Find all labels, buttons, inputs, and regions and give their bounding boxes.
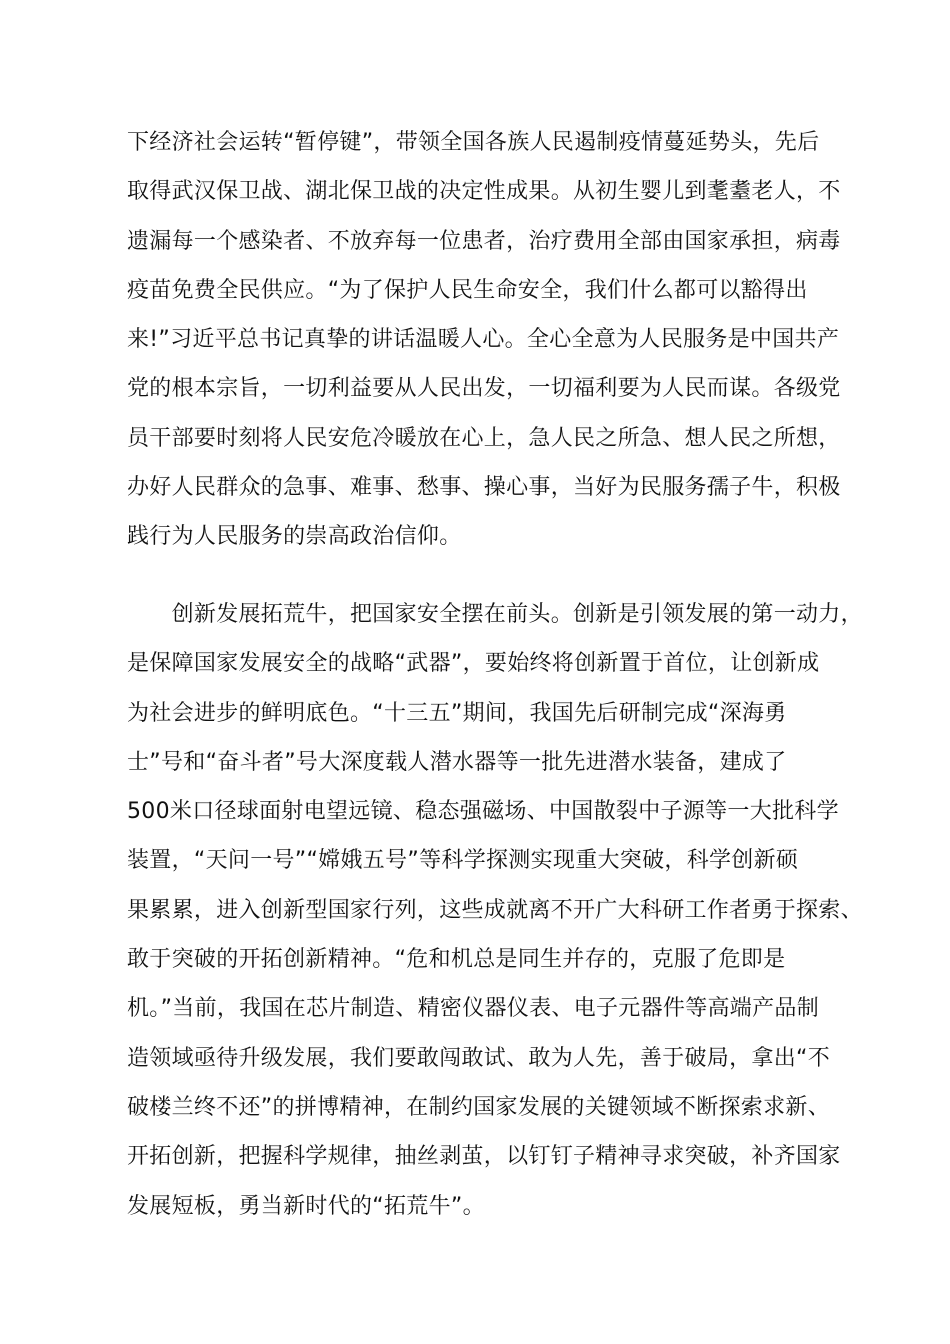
text-line: 是保障国家发展安全的战略“武器”，要始终将创新置于首位，让创新成 — [127, 651, 820, 677]
paragraph-innovation — [127, 590, 867, 1231]
text-line: 装置，“天问一号”“嫦娥五号”等科学探测实现重大突破，科学创新硕 — [127, 848, 799, 874]
text-line: 来!”习近平总书记真挚的讲话温暖人心。全心全意为人民服务是中国共产 — [127, 327, 840, 353]
text-line: 取得武汉保卫战、湖北保卫战的决定性成果。从初生婴儿到耄耋老人，不 — [127, 179, 841, 205]
text-line: 创新发展拓荒牛，把国家安全摆在前头。创新是引领发展的第一动力， — [127, 602, 863, 627]
text-line: 下经济社会运转“暂停键”，带领全国各族人民遏制疫情蔓延势头，先后 — [127, 130, 820, 155]
paragraph-people-service — [127, 118, 867, 562]
text-line: 践行为人民服务的崇高政治信仰。 — [127, 524, 462, 550]
text-line: 遗漏每一个感染者、不放弃每一位患者，治疗费用全部由国家承担，病毒 — [127, 228, 841, 254]
text-line: 敢于突破的开拓创新精神。“危和机总是同生并存的，克服了危即是 — [127, 947, 786, 973]
text-line: 机。”当前，我国在芯片制造、精密仪器仪表、电子元器件等高端产品制 — [127, 996, 819, 1022]
text-line: 疫苗免费全民供应。“为了保护人民生命安全，我们什么都可以豁得出 — [127, 277, 808, 303]
text-line: 果累累，进入创新型国家行列，这些成就离不开广大科研工作者勇于探索、 — [127, 897, 863, 923]
text-line: 党的根本宗旨，一切利益要从人民出发，一切福利要为人民而谋。各级党 — [127, 376, 841, 402]
text-line: 发展短板，勇当新时代的“拓荒牛”。 — [127, 1193, 485, 1219]
text-line: 为社会进步的鲜明底色。“十三五”期间，我国先后研制完成“深海勇 — [127, 700, 787, 726]
text-line: 士”号和“奋斗者”号大深度载人潜水器等一批先进潜水装备，建成了 — [127, 749, 787, 775]
text-line: 造领域亟待升级发展，我们要敢闯敢试、敢为人先，善于破局，拿出“不 — [127, 1045, 830, 1071]
text-line: 办好人民群众的急事、难事、愁事、操心事，当好为民服务孺子牛，积极 — [127, 475, 841, 501]
text-line: 员干部要时刻将人民安危冷暖放在心上，急人民之所急、想人民之所想， — [127, 425, 841, 451]
text-line: 开拓创新，把握科学规律，抽丝剥茧，以钉钉子精神寻求突破，补齐国家 — [127, 1144, 841, 1170]
text-line: 破楼兰终不还”的拼博精神，在制约国家发展的关键领域不断探索求新、 — [127, 1094, 830, 1120]
text-line: 500米口径球面射电望远镜、稳态强磁场、中国散裂中子源等一大批科学 — [127, 799, 839, 825]
